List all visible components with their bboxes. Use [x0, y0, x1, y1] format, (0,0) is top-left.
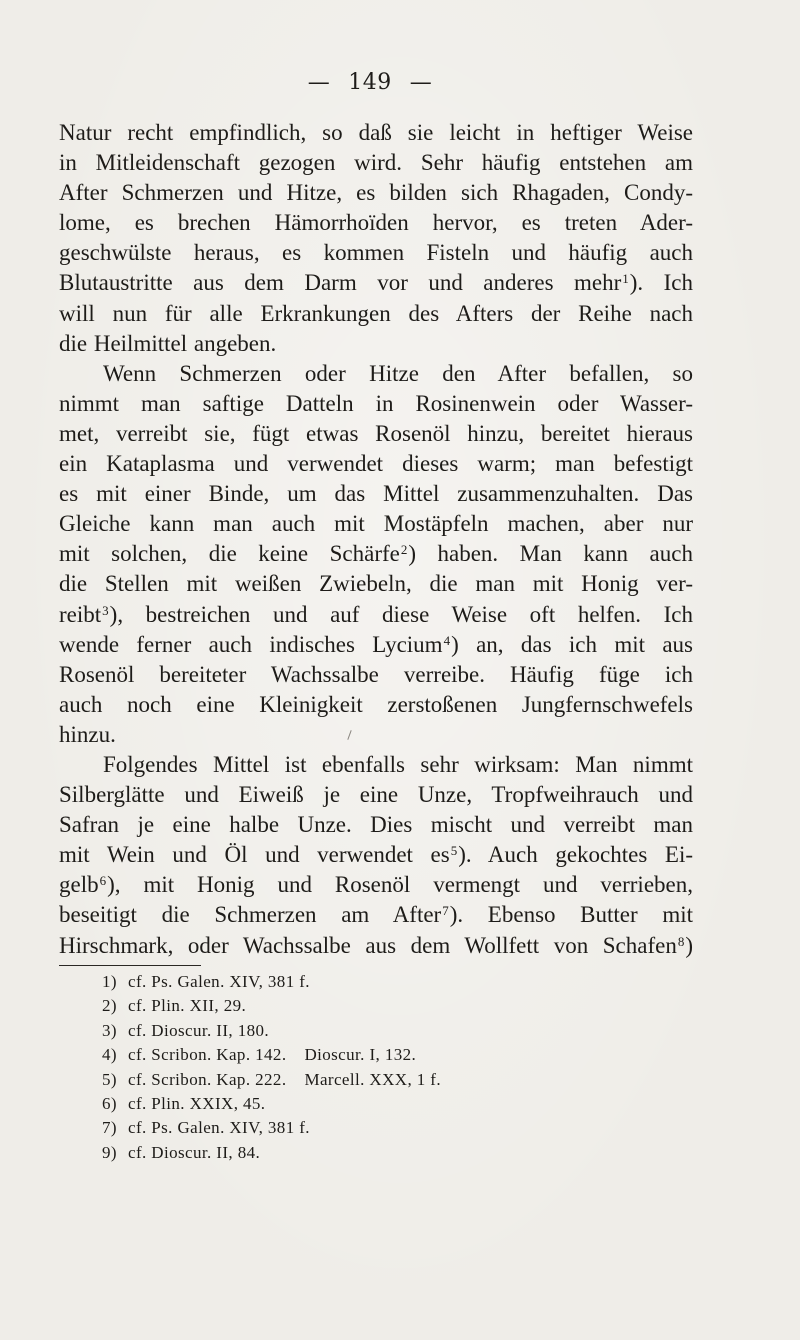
text-line	[59, 118, 693, 148]
text-line-continuation: )	[685, 932, 693, 958]
footnote-reference: 7	[442, 903, 449, 919]
text-line-content: mit solchen, die keine Schärfe	[59, 541, 400, 567]
footnotes	[102, 970, 622, 1165]
page-number-dash-right: —	[409, 70, 433, 95]
footnote-item	[102, 1043, 622, 1067]
footnote-text: cf. Plin. XII, 29.	[128, 996, 247, 1016]
footnote-text: cf. Scribon. Kap. 222.	[128, 1069, 287, 1089]
footnote-item	[102, 970, 622, 994]
text-line-content: Gleiche kann man auch mit Mostäpfeln machen, aber nur	[59, 511, 693, 537]
footnote-item	[102, 1019, 622, 1043]
footnote-item	[102, 1092, 622, 1116]
text-line	[59, 780, 693, 810]
text-line-content: Folgendes Mittel ist ebenfalls sehr wirksam: Man nimmt	[103, 751, 693, 777]
text-line	[59, 238, 693, 268]
text-line-continuation: ) an, das ich mit aus	[451, 631, 693, 657]
text-line	[59, 299, 693, 329]
text-line-content: mit Wein und Öl und verwendet es	[59, 842, 450, 868]
text-line	[59, 630, 693, 660]
text-line	[59, 750, 693, 780]
text-line	[59, 931, 693, 961]
text-line-content: Blutaustritte aus dem Darm vor und anderes mehr	[59, 270, 622, 296]
footnote-marker: 6)	[102, 1094, 117, 1114]
text-line-content: Hirschmark, oder Wachssalbe aus dem Wollfett von Schafen	[59, 932, 677, 958]
footnote-text: cf. Ps. Galen. XIV, 381 f.	[128, 972, 310, 991]
text-line-continuation: ). Auch gekochtes Ei-	[458, 842, 693, 868]
body-text	[59, 118, 693, 961]
footnote-item	[102, 1068, 622, 1092]
footnote-marker: 7)	[102, 1118, 117, 1138]
text-line-content: lome, es brechen Hämorrhoïden hervor, es treten Ader-	[59, 210, 693, 236]
text-line	[59, 840, 693, 870]
text-line	[59, 509, 693, 539]
footnote-marker: 1)	[102, 972, 117, 991]
footnote-text: cf. Ps. Galen. XIV, 381 f.	[128, 1118, 310, 1138]
text-line-content: After Schmerzen und Hitze, es bilden sich Rhagaden, Condy-	[59, 180, 693, 206]
text-line	[59, 900, 693, 930]
footnote-item	[102, 994, 622, 1018]
text-line-content: auch noch eine Kleinigkeit zerstoßenen Jungfernschwefels	[59, 691, 693, 717]
text-line	[59, 810, 693, 840]
text-line-content: ein Kataplasma und verwendet dieses warm; man befestigt	[59, 451, 693, 477]
text-line	[59, 329, 693, 359]
text-line-content: wende ferner auch indisches Lycium	[59, 631, 443, 657]
text-line-content: gelb	[59, 872, 99, 898]
footnote-separator	[59, 965, 201, 966]
footnote-text: cf. Scribon. Kap. 142.	[128, 1045, 287, 1065]
text-line-content: beseitigt die Schmerzen am After	[59, 902, 442, 928]
text-line	[59, 870, 693, 900]
text-line	[59, 178, 693, 208]
page-number-dash-left: —	[307, 70, 331, 95]
footnote-reference: 4	[443, 632, 451, 648]
footnote-reference: 5	[450, 843, 458, 859]
footnote-extra-reference: Marcell. XXX, 1 f.	[304, 1069, 442, 1089]
text-line-content: geschwülste heraus, es kommen Fisteln und häufig auch	[59, 240, 693, 266]
text-line-content: Rosenöl bereiteter Wachssalbe verreibe. Häufig füge ich	[59, 661, 693, 687]
footnote-text: cf. Dioscur. II, 84.	[128, 1142, 261, 1162]
text-line	[59, 389, 693, 419]
footnote-item	[102, 1116, 622, 1140]
footnote-extra-reference: Dioscur. I, 132.	[304, 1045, 417, 1065]
footnote-text: cf. Plin. XXIX, 45.	[128, 1094, 266, 1114]
text-line-continuation: ), bestreichen und auf diese Weise oft helfen. Ich	[109, 601, 693, 627]
text-line	[59, 690, 693, 720]
page-number-header	[0, 70, 740, 95]
text-line	[59, 268, 693, 298]
text-line-content: nimmt man saftige Datteln in Rosinenwein oder Wasser-	[59, 390, 693, 416]
text-line	[59, 479, 693, 509]
text-line-content: will nun für alle Erkrankungen des Afters der Reihe nach	[59, 300, 693, 326]
text-line	[59, 449, 693, 479]
footnote-reference: 2	[400, 542, 408, 558]
page-number: 149	[348, 70, 392, 95]
text-line	[59, 539, 693, 569]
footnote-marker: 5)	[102, 1069, 117, 1089]
footnote-marker: 9)	[102, 1142, 117, 1162]
footnote-marker: 2)	[102, 996, 117, 1016]
text-line-content: es mit einer Binde, um das Mittel zusammenzuhalten. Das	[59, 481, 693, 507]
text-line-content: die Stellen mit weißen Zwiebeln, die man mit Honig ver-	[59, 571, 693, 597]
text-line-continuation: ), mit Honig und Rosenöl vermengt und verrieben,	[107, 872, 693, 898]
text-line	[59, 208, 693, 238]
text-line-content: die Heilmittel angeben.	[59, 330, 277, 356]
text-line-content: reibt	[59, 601, 102, 627]
text-line	[59, 419, 693, 449]
footnote-item	[102, 1141, 622, 1165]
text-line-content: Natur recht empfindlich, so daß sie leicht in heftiger Weise	[59, 120, 693, 145]
text-line	[59, 359, 693, 389]
footnote-marker: 4)	[102, 1045, 117, 1065]
text-line	[59, 600, 693, 630]
footnote-text: cf. Dioscur. II, 180.	[128, 1020, 270, 1040]
footnote-reference: 6	[99, 873, 107, 889]
text-line	[59, 660, 693, 690]
text-line-content: Silberglätte und Eiweiß je eine Unze, Tropfweihrauch und	[59, 782, 693, 808]
text-line	[59, 569, 693, 599]
text-line-content: Wenn Schmerzen oder Hitze den After befallen, so	[103, 360, 693, 386]
text-line-content: Safran je eine halbe Unze. Dies mischt und verreibt man	[59, 812, 693, 838]
footnote-marker: 3)	[102, 1020, 117, 1040]
text-line-continuation: ). Ich	[629, 270, 693, 296]
text-line-continuation: ) haben. Man kann auch	[408, 541, 693, 567]
footnote-reference: 8	[677, 933, 685, 949]
text-line-content: met, verreibt sie, fügt etwas Rosenöl hinzu, bereitet hieraus	[59, 420, 693, 446]
text-line-content: hinzu.	[59, 721, 116, 747]
text-line	[59, 148, 693, 178]
text-line-continuation: ). Ebenso Butter mit	[449, 902, 694, 928]
footnote-reference: 1	[622, 271, 629, 287]
text-line	[59, 720, 693, 750]
footnote-reference: 3	[102, 602, 109, 618]
text-line-content: in Mitleidenschaft gezogen wird. Sehr häufig entstehen am	[59, 150, 693, 176]
